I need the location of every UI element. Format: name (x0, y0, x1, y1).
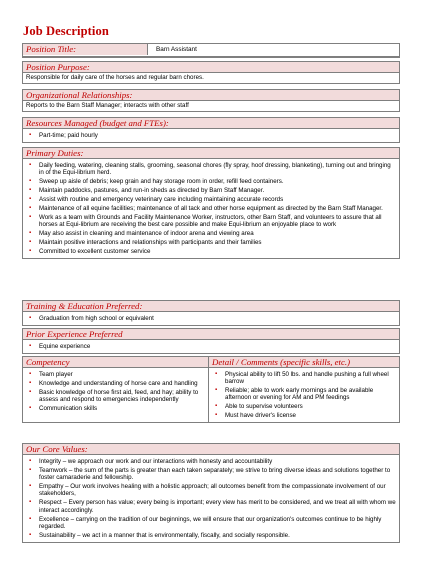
list-item: ▪ Part-time; paid hourly (29, 132, 397, 139)
list-item: ▪ Basic knowledge of horse first aid, feed, and hay; ability to assess and respond to emergencies independently (29, 389, 206, 404)
experience-section (22, 328, 400, 354)
list-item: ▪ Sweep up aisle of debris; keep grain and hay storage room in order, refill feed containers. (29, 178, 397, 185)
list-item: ▪ Daily feeding, watering, cleaning stalls, grooming, seasonal chores (fly spray, hoof dressing, blanketing), turning out and bringing in of the Equi-librium herd. (29, 162, 397, 177)
primary-duties-list (23, 159, 399, 258)
document-title: Job Description (23, 24, 109, 38)
position-purpose-section (22, 61, 400, 84)
training-list (23, 312, 399, 325)
list-item: ▪ Team player (29, 371, 206, 378)
list-item: ▪ Graduation from high school or equivalent (29, 315, 397, 322)
detail-list (209, 368, 399, 422)
training-section (22, 300, 400, 326)
list-item: ▪ Work as a team with Grounds and Facility Maintenance Worker, instructors, other Barn Staff, and volunteers to assure that all horses at Equi-librium are receiving the best care possible and make Equi-librium an enjoyable place to work (29, 214, 397, 229)
list-item: ▪ Committed to excellent customer service (29, 248, 397, 255)
org-relationships-label: Organizational Relationships: (23, 90, 399, 101)
list-item: ▪ Excellence – carrying on the tradition of our beginnings, we will ensure that our organization's outcomes continue to be highly regarded. (29, 516, 397, 531)
list-item: ▪ Assist with routine and emergency veterinary care including maintaining accurate records (29, 196, 397, 203)
list-item: ▪ Teamwork – the sum of the parts is greater than each taken separately; we strive to bring diverse ideas and solutions together to foster camaraderie and fellowship. (29, 467, 397, 482)
position-purpose-label: Position Purpose: (23, 62, 399, 73)
list-item: ▪ Must have driver's license (215, 412, 397, 419)
core-values-list (23, 455, 399, 542)
list-item: ▪ Reliable; able to work early mornings and be available afternoon or evening for AM and PM feedings (215, 387, 397, 402)
org-relationships-section (22, 89, 400, 112)
position-title-label: Position Title: (23, 44, 148, 55)
list-item: ▪ Physical ability to lift 50 lbs. and handle pushing a full wheel barrow (215, 371, 397, 386)
list-item: ▪ Maintenance of all equine facilities; maintenance of all tack and other horse equipment as directed by the Barn Staff Manager. (29, 205, 397, 212)
competency-list (23, 368, 208, 415)
core-values-label: Our Core Values: (23, 444, 399, 455)
position-title-section (22, 43, 400, 58)
list-item: ▪ Maintain positive interactions and relationships with participants and their families (29, 239, 397, 246)
list-item: ▪ Respect – Every person has value; every being is important; every view has merit to be considered, and we treat all with whom we interact accordingly. (29, 499, 397, 514)
resources-section (22, 117, 400, 143)
core-values-section (22, 443, 400, 543)
training-label: Training & Education Preferred: (23, 301, 399, 312)
resources-list (23, 129, 399, 142)
experience-list (23, 340, 399, 353)
competency-detail-section (22, 356, 400, 423)
primary-duties-label: Primary Duties: (23, 148, 399, 159)
list-item: ▪ Communication skills (29, 405, 206, 412)
list-item: ▪ Integrity – we approach our work and our interactions with honesty and accountability (29, 458, 397, 465)
experience-label: Prior Experience Preferred (23, 329, 399, 340)
list-item: ▪ Knowledge and understanding of horse care and handling (29, 380, 206, 387)
resources-label: Resources Managed (budget and FTEs): (23, 118, 399, 129)
list-item: ▪ Able to supervise volunteers (215, 403, 397, 410)
list-item: ▪ Equine experience (29, 343, 397, 350)
list-item: ▪ Sustainability – we act in a manner that is environmentally, fiscally, and socially responsible. (29, 532, 397, 539)
org-relationships-text: Reports to the Barn Staff Manager; interacts with other staff (26, 102, 189, 109)
list-item: ▪ Empathy – Our work involves healing with a holistic approach; all outcomes benefit from the compassionate involvement of our stakeholders, (29, 483, 397, 498)
detail-label: Detail / Comments (specific skills, etc.) (209, 357, 399, 368)
position-title-value: Barn Assistant (156, 46, 197, 53)
list-item: ▪ Maintain paddocks, pastures, and run-in sheds as directed by Barn Staff Manager. (29, 187, 397, 194)
competency-label: Competency (23, 357, 209, 368)
position-purpose-text: Responsible for daily care of the horses and regular barn chores. (26, 74, 204, 81)
list-item: ▪ May also assist in cleaning and maintenance of indoor arena and viewing area (29, 230, 397, 237)
primary-duties-section (22, 147, 400, 259)
